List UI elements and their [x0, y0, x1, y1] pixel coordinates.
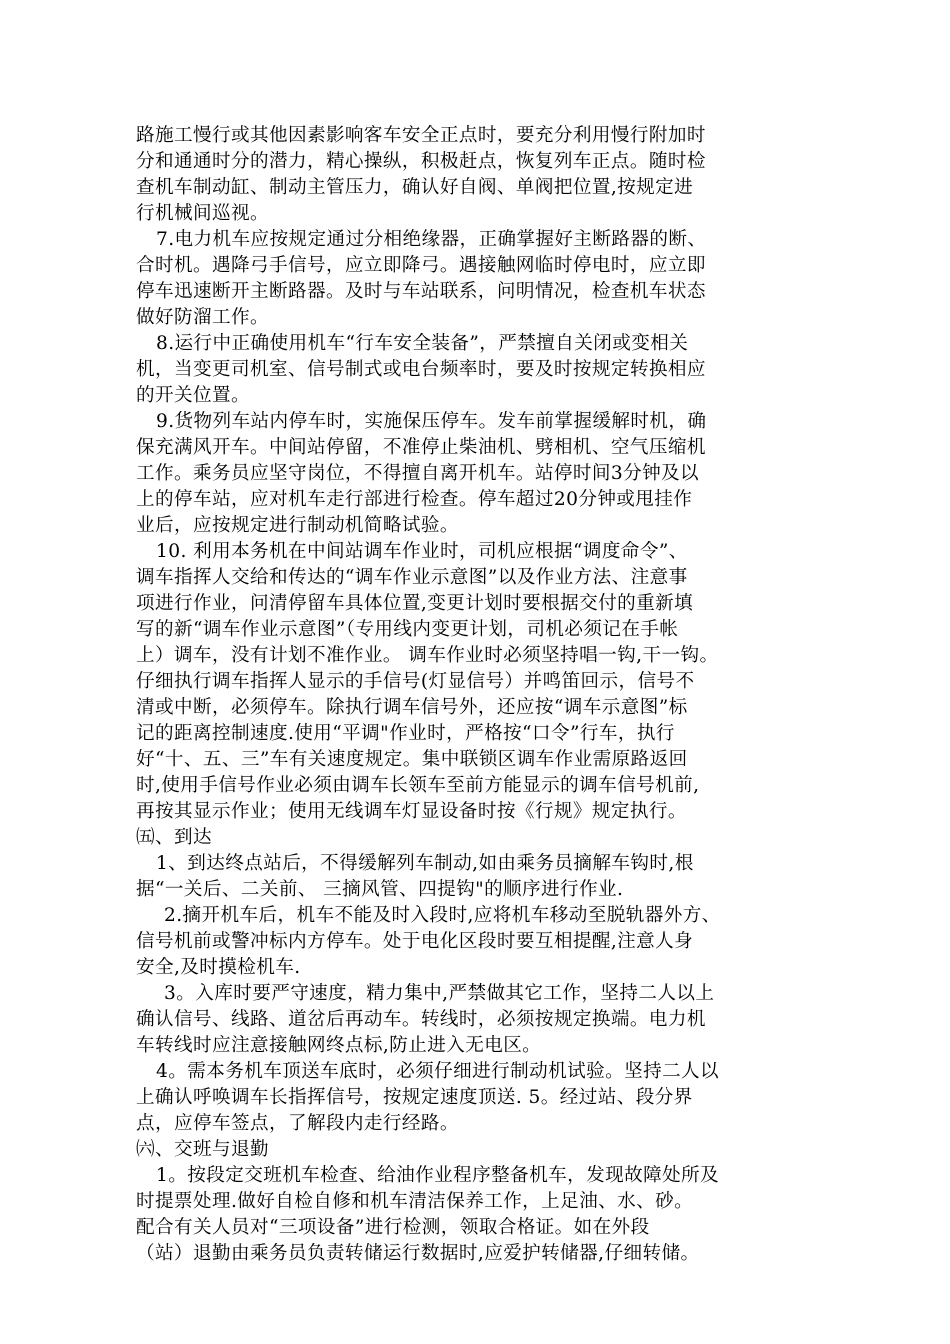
text-line: 做好防溜工作。: [136, 307, 269, 328]
text-line: 项进行作业，问清停留车具体位置,变更计划时要根据交付的重新填: [136, 593, 694, 614]
text-line: 写的新“调车作业示意图”（专用线内变更计划，司机必须记在手帐: [136, 619, 679, 640]
text-line: 时提票处理.做好自检自修和机车清洁保养工作，上足油、水、砂。: [136, 1191, 694, 1212]
text-line: 分和通通时分的潜力，精心操纵，积极赶点，恢复列车正点。随时检: [136, 151, 706, 172]
text-line: 停车迅速断开主断路器。及时与车站联系，问明情况，检查机车状态: [136, 281, 706, 302]
text-line: 9.货物列车站内停车时，实施保压停车。发车前掌握缓解时机，确: [156, 411, 707, 432]
text-line: 调车指挥人交给和传达的“调车作业示意图”以及作业方法、注意事: [136, 567, 688, 588]
text-line: 上的停车站，应对机车走行部进行检查。停车超过20分钟或甩挂作: [136, 489, 693, 510]
text-line: 2.摘开机车后，机车不能及时入段时,应将机车移动至脱轨器外方、: [164, 905, 721, 926]
text-line: 据“一关后、二关前、 三摘风管、四提钩"的顺序进行作业.: [136, 879, 624, 900]
document-body: [136, 123, 826, 1267]
text-line: 车转线时应注意接触网终点标,防止进入无电区。: [136, 1035, 542, 1056]
text-line: 8.运行中正确使用机车“行车安全装备”，严禁擅自关闭或变相关: [156, 333, 689, 354]
text-line: 仔细执行调车指挥人显示的手信号(灯显信号）并鸣笛回示，信号不: [136, 671, 695, 692]
text-line: 再按其显示作业；使用无线调车灯显设备时按《行规》规定执行。: [136, 801, 687, 822]
text-line: 行机械间巡视。: [136, 203, 269, 224]
text-line: 记的距离控制速度.使用“平调"作业时，严格按“口令”行车，执行: [136, 723, 675, 744]
text-line: 查机车制动缸、制动主管压力，确认好自阀、单阀把位置,按规定进: [136, 177, 694, 198]
text-line: 的开关位置。: [136, 385, 250, 406]
text-line: 好“十、五、三”车有关速度规定。集中联锁区调车作业需原路返回: [136, 749, 688, 770]
text-line: 时,使用手信号作业必须由调车长领车至前方能显示的调车信号机前,: [136, 775, 700, 796]
text-line: 保充满风开车。中间站停留，不准停止柴油机、劈相机、空气压缩机: [136, 437, 706, 458]
text-line: 机，当变更司机室、信号制式或电台频率时，要及时按规定转换相应: [136, 359, 706, 380]
text-line: 确认信号、线路、道岔后再动车。转线时，必须按规定换端。电力机: [136, 1009, 706, 1030]
text-line: （站）退勤由乘务员负责转储运行数据时,应爱护转储器,仔细转储。: [136, 1243, 700, 1264]
text-line: 点，应停车签点，了解段内走行经路。: [136, 1113, 459, 1134]
text-line: 7.电力机车应按规定通过分相绝缘器，正确掌握好主断路器的断、: [156, 229, 707, 250]
text-line: 上）调车，没有计划不准作业。 调车作业时必须坚持唱一钩,干一钩。: [136, 645, 719, 666]
text-line: 10. 利用本务机在中间站调车作业时，司机应根据“调度命令”、: [156, 541, 688, 562]
text-line: 信号机前或警冲标内方停车。处于电化区段时要互相提醒,注意人身: [136, 931, 694, 952]
text-line: 1、到达终点站后，不得缓解列车制动,如由乘务员摘解车钩时,根: [156, 853, 694, 874]
text-line: 安全,及时摸检机车.: [136, 957, 301, 978]
text-line: 路施工慢行或其他因素影响客车安全正点时，要充分利用慢行附加时: [136, 125, 706, 146]
text-line: 业后，应按规定进行制动机简略试验。: [136, 515, 459, 536]
text-line: ㈤、到达: [136, 827, 212, 848]
text-line: 合时机。遇降弓手信号，应立即降弓。遇接触网临时停电时，应立即: [136, 255, 706, 276]
text-line: 配合有关人员对“三项设备”进行检测，领取合格证。如在外段: [136, 1217, 650, 1238]
text-line: ㈥、交班与退勤: [136, 1139, 269, 1160]
text-line: 1。按段定交班机车检查、给油作业程序整备机车，发现故障处所及: [156, 1165, 720, 1186]
text-line: 上确认呼唤调车长指挥信号，按规定速度顶送. 5。经过站、段分界: [136, 1087, 693, 1108]
text-line: 3。入库时要严守速度，精力集中,严禁做其它工作，坚持二人以上: [164, 983, 715, 1004]
text-line: 清或中断，必须停车。除执行调车信号外，还应按“调车示意图”标: [136, 697, 688, 718]
text-line: 工作。乘务员应坚守岗位，不得擅自离开机车。站停时间3分钟及以: [136, 463, 700, 484]
text-line: 4。需本务机车顶送车底时，必须仔细进行制动机试验。坚持二人以: [156, 1061, 720, 1082]
